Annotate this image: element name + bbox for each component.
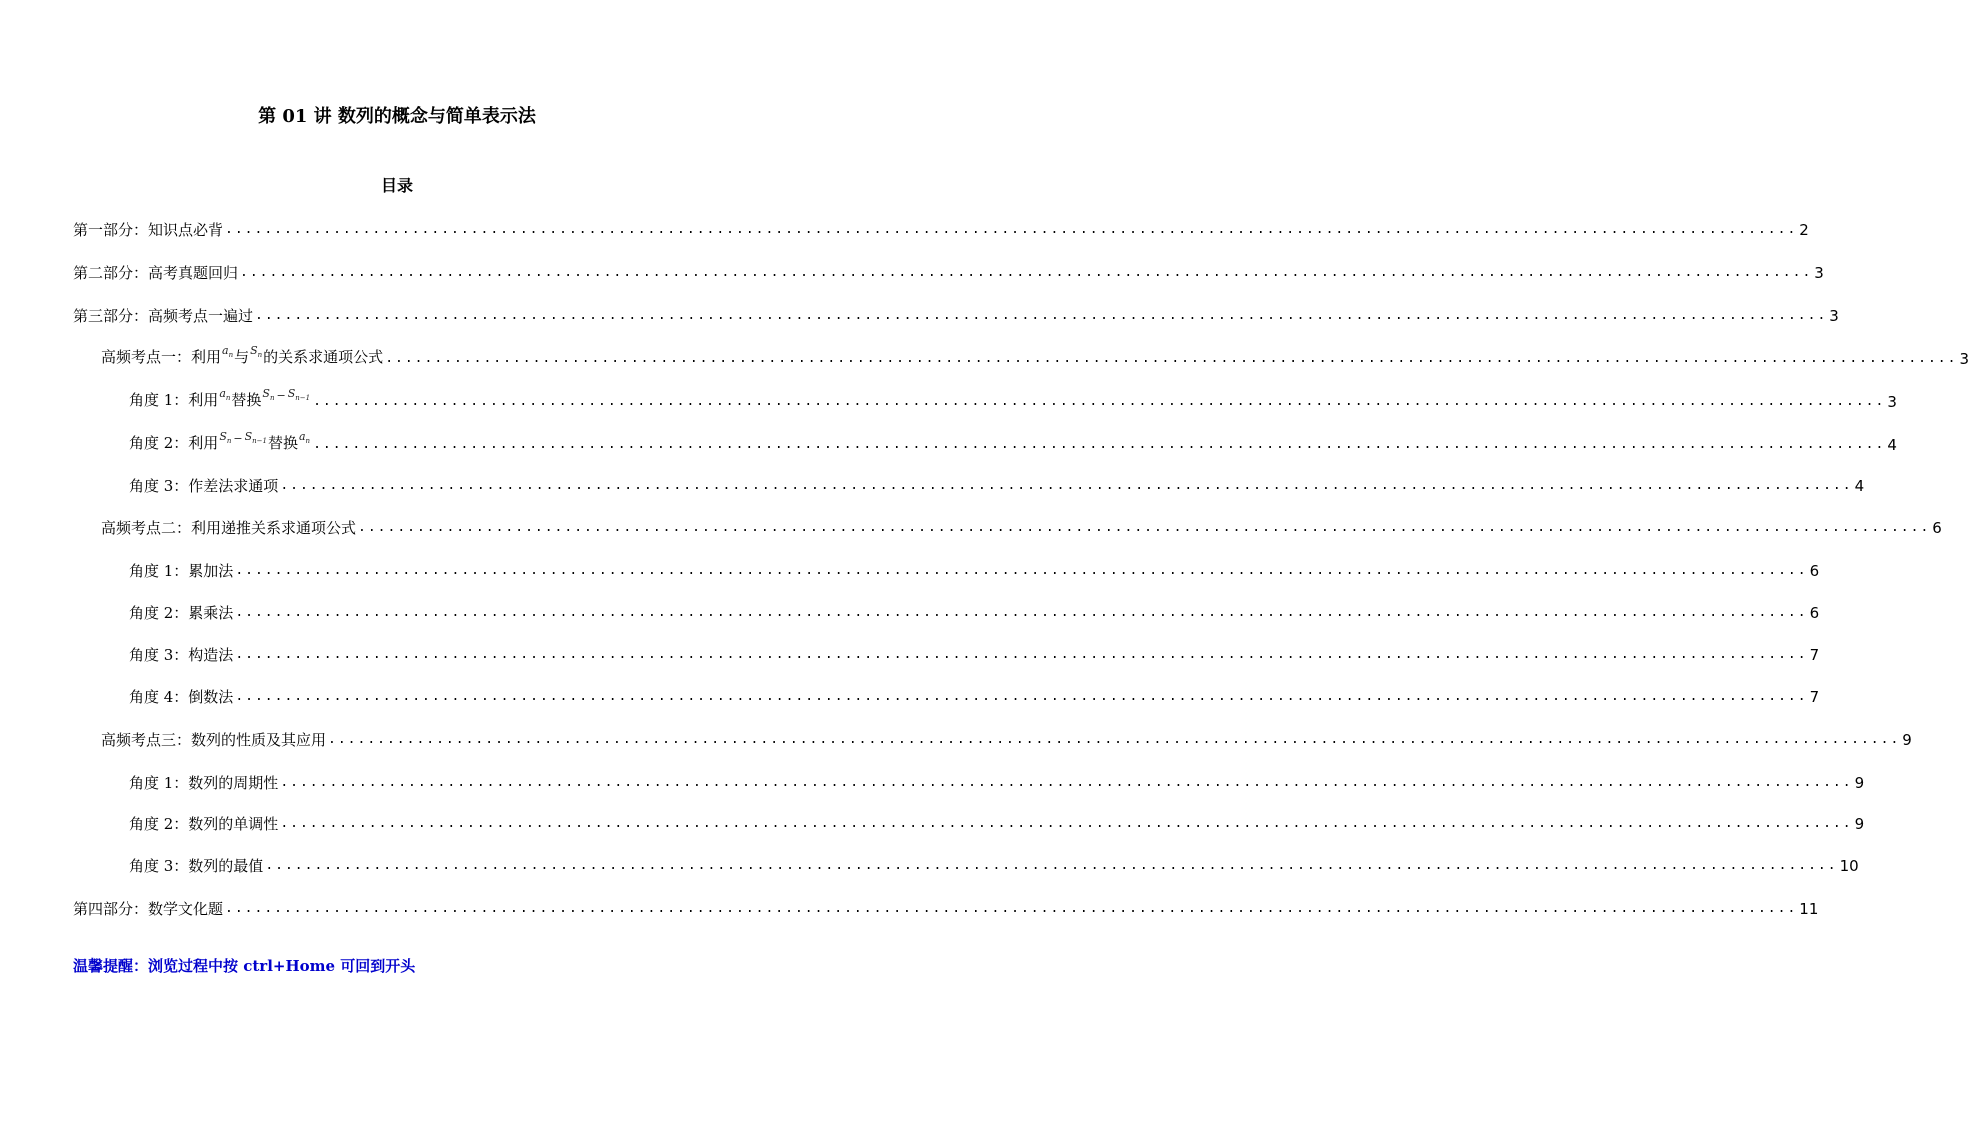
- toc-entry-text: 替换: [267, 433, 298, 452]
- math-symbol: [250, 341, 262, 365]
- toc-dot-leader: ................................................................................................................................................................: [385, 351, 1958, 366]
- toc-entry-title: [101, 730, 326, 750]
- toc-page-number: 3: [1887, 393, 1897, 411]
- math-base: a: [222, 343, 229, 357]
- math-base: a: [298, 429, 306, 443]
- math-subscript: n: [226, 437, 232, 445]
- toc-dot-leader: ................................................................................................................................................................: [225, 222, 1798, 237]
- toc-dot-leader: ................................................................................................................................................................: [313, 437, 1886, 452]
- toc-dot-leader: ................................................................................................................................................................: [328, 732, 1901, 747]
- math-base: S: [250, 343, 258, 357]
- math-symbol: [245, 427, 267, 451]
- toc-entry-text: 角度 3：作差法求通项: [129, 477, 279, 495]
- math-operator: −: [233, 431, 243, 445]
- toc-entry-title: [129, 388, 311, 412]
- toc-entry-text: 角度 1：累加法: [129, 562, 234, 580]
- toc-entry[interactable]: [129, 429, 1897, 455]
- toc-entry-title: [129, 476, 278, 496]
- toc-dot-leader: ................................................................................................................................................................: [240, 265, 1813, 280]
- toc-entry-title: [129, 645, 233, 665]
- toc-entry-text: 与: [234, 347, 250, 366]
- toc-page-number: 7: [1809, 646, 1820, 664]
- toc-entry[interactable]: [129, 599, 1820, 623]
- toc-entry-text: 第三部分：高频考点一遍过: [73, 307, 254, 325]
- toc-dot-leader: ................................................................................................................................................................: [235, 563, 1808, 578]
- toc-page-number: 3: [1959, 350, 1969, 368]
- toc-entry-text: 高频考点二：利用递推关系求通项公式: [101, 519, 357, 537]
- math-subscript: n: [257, 351, 263, 359]
- toc-entry-text: 第一部分：知识点必背: [73, 221, 224, 239]
- toc-dot-leader: ................................................................................................................................................................: [235, 647, 1808, 662]
- page-title: 第 01 讲 数列的概念与简单表示法: [258, 106, 536, 127]
- toc-page-number: 6: [1809, 562, 1820, 580]
- toc-entry[interactable]: [101, 726, 1912, 750]
- toc-dot-leader: ................................................................................................................................................................: [280, 816, 1853, 831]
- toc-entry-title: [129, 814, 278, 834]
- toc-page-number: 9: [1854, 774, 1865, 792]
- toc-entry-title: [73, 899, 223, 919]
- toc-entry-text: 第二部分：高考真题回归: [73, 264, 239, 282]
- toc-entry-text: 第四部分：数学文化题: [73, 900, 224, 918]
- toc-entry[interactable]: [129, 852, 1859, 876]
- math-subscript: n: [305, 437, 311, 445]
- math-symbol: [262, 384, 274, 408]
- math-subscript: n: [228, 351, 234, 359]
- toc-entry-text: 角度 2：数列的单调性: [129, 815, 279, 833]
- toc-dot-leader: ................................................................................................................................................................: [235, 605, 1808, 620]
- math-base: S: [262, 386, 270, 400]
- toc-entry[interactable]: [101, 514, 1942, 538]
- math-symbol: [299, 427, 310, 451]
- toc-dot-leader: ................................................................................................................................................................: [265, 858, 1838, 873]
- toc-dot-leader: ................................................................................................................................................................: [358, 520, 1931, 535]
- toc-entry-text: 角度 1：数列的周期性: [129, 774, 279, 792]
- toc-entry[interactable]: [73, 216, 1809, 240]
- toc-entry-text: 角度 4：倒数法: [129, 688, 234, 706]
- toc-page-number: 9: [1902, 731, 1912, 749]
- toc-entry-text: 角度 2：利用: [129, 433, 219, 452]
- toc-entry[interactable]: [129, 472, 1865, 496]
- toc-entry[interactable]: [129, 810, 1865, 834]
- toc-page-number: 3: [1814, 264, 1824, 282]
- toc-dot-leader: ................................................................................................................................................................: [255, 308, 1828, 323]
- math-symbol: [219, 427, 231, 451]
- toc-entry[interactable]: [101, 343, 1969, 369]
- math-symbol: [222, 341, 233, 365]
- toc-entry-title: [73, 306, 253, 326]
- toc-entry-text: 的关系求通项公式: [263, 347, 384, 366]
- toc-entry[interactable]: [129, 557, 1820, 581]
- math-subscript: n: [225, 394, 231, 402]
- toc-entry-title: [129, 687, 233, 707]
- toc-entry-title: [101, 518, 356, 538]
- toc-dot-leader: ................................................................................................................................................................: [225, 901, 1798, 916]
- toc-page-number: 11: [1799, 900, 1819, 918]
- toc-dot-leader: ................................................................................................................................................................: [235, 689, 1808, 704]
- toc-page-number: 4: [1854, 477, 1865, 495]
- math-operator: −: [276, 388, 286, 402]
- math-subscript: n−1: [252, 437, 267, 445]
- math-symbol: [288, 384, 310, 408]
- toc-entry-text: 角度 2：累乘法: [129, 604, 234, 622]
- math-base: S: [219, 429, 227, 443]
- toc-page-number: 6: [1932, 519, 1942, 537]
- math-base: S: [287, 386, 296, 400]
- toc-entry[interactable]: [73, 302, 1839, 326]
- math-subscript: n: [269, 394, 275, 402]
- toc-page-number: 10: [1839, 857, 1859, 875]
- math-symbol: [219, 384, 230, 408]
- math-base: S: [244, 429, 253, 443]
- toc-page-number: 7: [1809, 688, 1820, 706]
- toc-entry-title: [129, 856, 263, 876]
- toc-page-number: 4: [1887, 436, 1897, 454]
- toc-entry-text: 高频考点三：数列的性质及其应用: [101, 731, 327, 749]
- toc-entry[interactable]: [73, 895, 1819, 919]
- math-subscript: n−1: [295, 394, 311, 402]
- toc-page-number: 9: [1854, 815, 1865, 833]
- toc-entry-title: [129, 561, 233, 581]
- math-base: a: [219, 386, 226, 400]
- toc-entry-title: [129, 773, 278, 793]
- toc-entry-text: 角度 3：构造法: [129, 646, 234, 664]
- toc-dot-leader: ................................................................................................................................................................: [280, 775, 1853, 790]
- toc-page-number: 6: [1809, 604, 1820, 622]
- toc-entry-title: [73, 263, 238, 283]
- toc-page-number: 3: [1829, 307, 1839, 325]
- toc-page-number: 2: [1799, 221, 1809, 239]
- toc-dot-leader: ................................................................................................................................................................: [313, 394, 1886, 409]
- toc-entry[interactable]: [129, 641, 1820, 665]
- reminder-text: 温馨提醒：浏览过程中按 ctrl+Home 可回到开头: [73, 957, 416, 975]
- toc-entry[interactable]: [129, 769, 1865, 793]
- toc-entry-title: [73, 220, 223, 240]
- toc-entry[interactable]: [73, 259, 1824, 283]
- toc-entry-text: 角度 3：数列的最值: [129, 857, 264, 875]
- toc-entry-text: 高频考点一：利用: [101, 347, 222, 366]
- toc-entry-title: [101, 345, 383, 369]
- toc-entry[interactable]: [129, 683, 1820, 707]
- toc-entry-title: [129, 431, 311, 455]
- toc-heading: 目录: [380, 176, 413, 195]
- toc-dot-leader: ................................................................................................................................................................: [280, 478, 1853, 493]
- toc-entry[interactable]: [129, 386, 1897, 412]
- toc-entry-title: [129, 603, 233, 623]
- toc-entry-text: 替换: [231, 390, 262, 409]
- toc-entry-text: 角度 1：利用: [129, 390, 219, 409]
